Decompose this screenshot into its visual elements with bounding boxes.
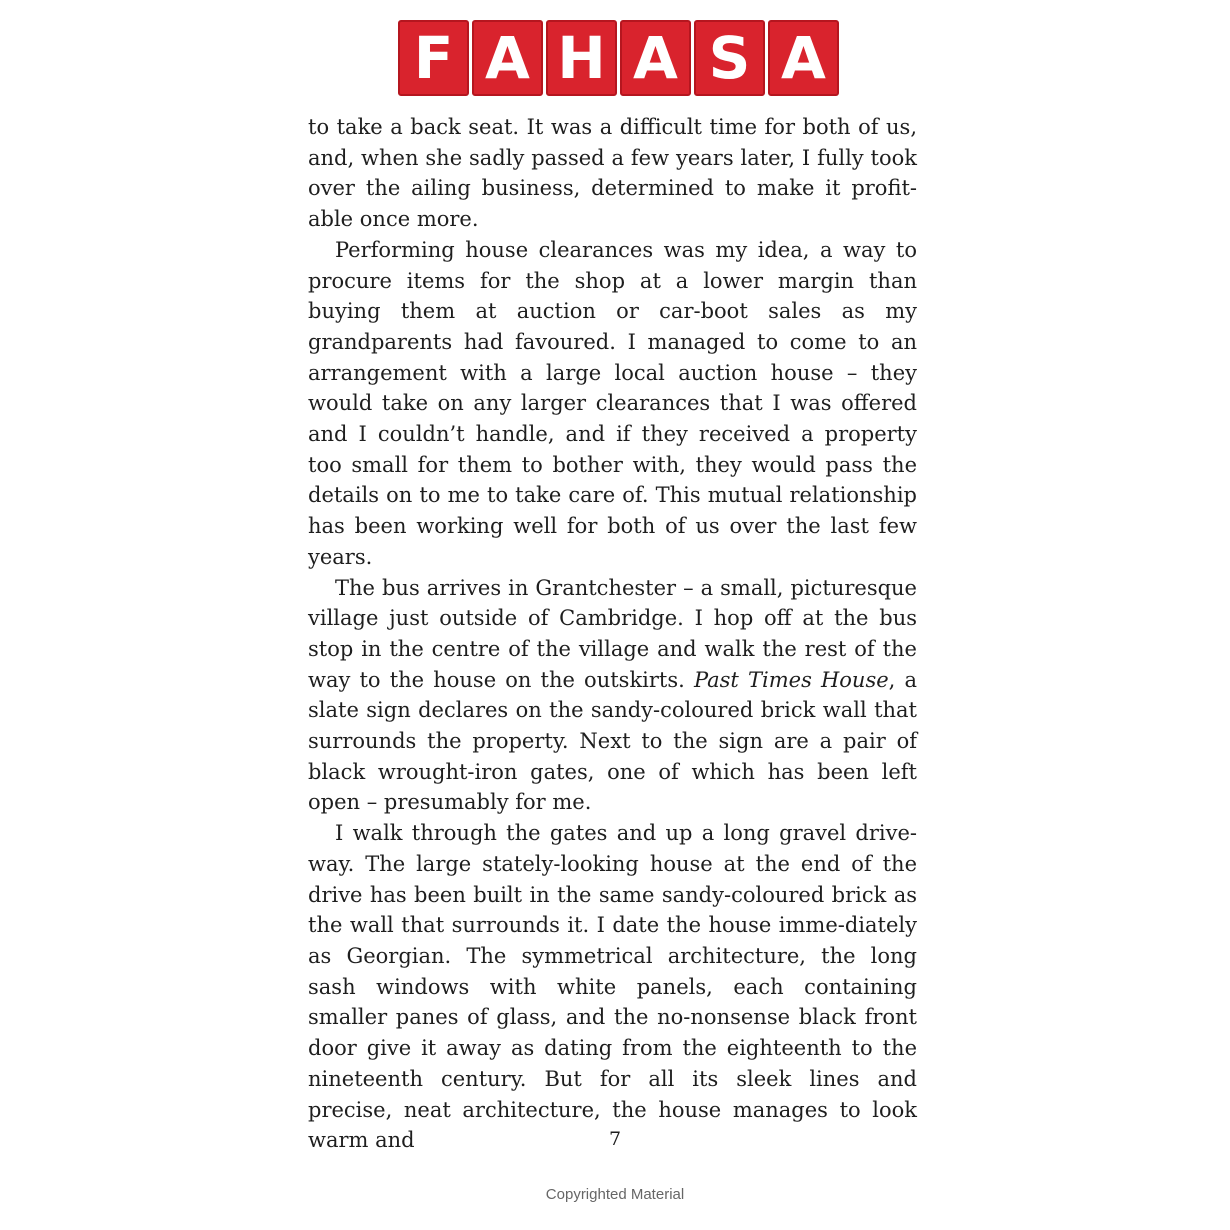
paragraph: to take a back seat. It was a difficult time for both of us, and, when she sadly passed a few years later, I fully took over the ailing business, determined to make it profit-able once more. (308, 115, 917, 232)
fahasa-logo (398, 20, 839, 98)
book-page-body (308, 112, 917, 1156)
logo-letter: H (546, 20, 617, 96)
logo-letter: S (694, 20, 765, 96)
paragraph-text: The bus arrives in Grantchester – a small, picturesque village just outside of Cambridge. I hop off at the bus stop in the centre of the village and walk the rest of the way to the house on the outskirts. (308, 575, 917, 692)
paragraph: Performing house clearances was my idea, a way to procure items for the shop at a lower margin than buying them at auction or car-boot sales as my grandparents had favoured. I managed to come to an arrangement with a large local auction house – they would take on any larger clearances that I was offered and I couldn’t handle, and if they received a property too small for them to bother with, they would pass the details on to me to take care of. This mutual relationship has been working well for both of us over the last few years. (308, 237, 917, 569)
logo-letter: A (768, 20, 839, 96)
paragraph: I walk through the gates and up a long gravel drive-way. The large stately-looking house at the end of the drive has been built in the same sandy-coloured brick as the wall that surrounds it. I date the house imme-diately as Georgian. The symmetrical architecture, the long sash windows with white panels, each containing smaller panes of glass, and the no-nonsense black front door give it away as dating from the eighteenth to the nineteenth century. But for all its sleek lines and precise, neat architecture, the house manages to look warm and (308, 821, 917, 1153)
copyright-notice: Copyrighted Material (545, 1186, 685, 1203)
house-name-italic: Past Times House (693, 667, 889, 692)
page-number: 7 (608, 1128, 622, 1150)
logo-letter: F (398, 20, 469, 96)
paragraph (308, 573, 917, 819)
logo-letter: A (620, 20, 691, 96)
logo-letter: A (472, 20, 543, 96)
paragraph-text: , a slate sign declares on the sandy-coloured brick wall that surrounds the property. Next to the sign are a pair of black wrought-iron gates, one of which has been left open – presumably for me. (308, 667, 917, 815)
